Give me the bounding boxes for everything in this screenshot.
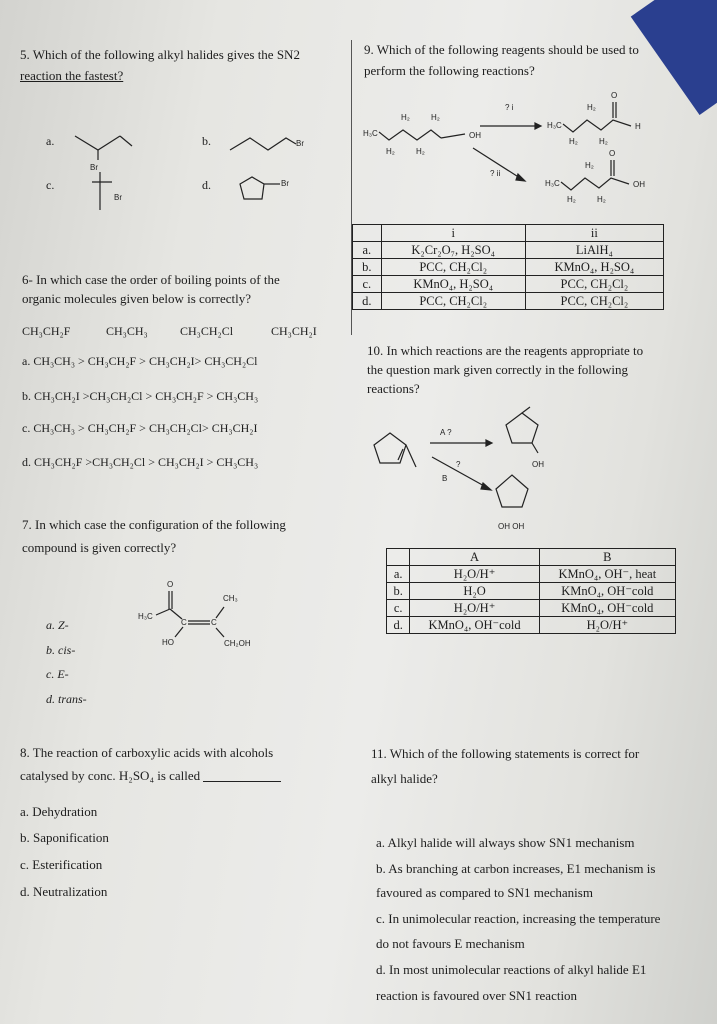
table-cell: d. xyxy=(387,617,410,634)
q7-option-c[interactable]: c. E- xyxy=(46,667,69,681)
table-cell: a. xyxy=(387,566,410,583)
q5-b-skeleton xyxy=(230,138,296,150)
q7-option-a[interactable]: a. Z- xyxy=(46,618,69,632)
q8-option-b[interactable]: b. Saponification xyxy=(20,830,109,845)
table-row[interactable] xyxy=(387,583,676,600)
table-row[interactable] xyxy=(387,600,676,617)
q7-bond xyxy=(175,627,183,637)
q11-text-line2: alkyl halide? xyxy=(371,771,438,786)
table-cell: LiAlH₄ xyxy=(525,242,663,259)
q5-br-label: Br xyxy=(281,179,289,188)
table-cell: a. xyxy=(353,242,382,259)
q9-chain xyxy=(561,178,629,190)
q9-answer-table xyxy=(352,224,664,310)
q7-ch2oh-label: CH₂OH xyxy=(224,639,251,648)
q10-b-label: B xyxy=(442,474,448,483)
table-cell: H₂O/H⁺ xyxy=(539,617,675,634)
q5-option-c[interactable]: c. xyxy=(46,178,55,192)
table-header-row xyxy=(387,549,676,566)
q7-text-line1: 7. In which case the configuration of the following xyxy=(22,517,286,532)
q9-oh-label: OH xyxy=(469,131,481,140)
q11-text-line1: 11. Which of the following statements is correct for xyxy=(371,746,640,761)
cyclopentane-ring xyxy=(506,413,538,443)
q10-a-label: A ? xyxy=(440,428,452,437)
arrowhead xyxy=(535,123,541,129)
q9-text-line2: perform the following reactions? xyxy=(364,63,535,78)
q6-compound: CH₃CH₂I xyxy=(271,324,317,338)
table-cell: B xyxy=(539,549,675,566)
q5-a-bond xyxy=(120,136,132,146)
q5-option-a[interactable]: a. xyxy=(46,134,55,148)
q9-bond xyxy=(441,134,465,138)
q7-bond xyxy=(216,607,224,618)
q9-h2-label: H₂ xyxy=(597,195,606,204)
table-cell: c. xyxy=(353,276,382,293)
table-cell: PCC, CH₂Cl₂ xyxy=(381,293,525,310)
q9-h2-label: H₂ xyxy=(416,147,425,156)
q11-option-d-line1[interactable]: d. In most unimolecular reactions of alkyl halide E1 xyxy=(376,962,647,977)
table-cell: K₂Cr₂O₇, H₂SO₄ xyxy=(381,242,525,259)
q9-h2-label: H₂ xyxy=(587,103,596,112)
table-cell: H₂O xyxy=(410,583,539,600)
table-cell: b. xyxy=(353,259,382,276)
q10-answer-table xyxy=(386,548,676,634)
q9-text-line1: 9. Which of the following reagents should be used to xyxy=(364,42,639,57)
q7-c-label: C xyxy=(181,618,187,627)
q9-h-label: H xyxy=(635,122,641,131)
table-row[interactable] xyxy=(353,276,664,293)
q10-bond xyxy=(522,407,530,413)
q7-ch3-label: CH₃ xyxy=(223,594,238,603)
q8-text-line1: 8. The reaction of carboxylic acids with alcohols xyxy=(20,745,274,760)
table-cell xyxy=(387,549,410,566)
q7-bond xyxy=(156,609,170,615)
q11-option-a[interactable]: a. Alkyl halide will always show SN1 mechanism xyxy=(376,835,635,850)
q5-text-line2: reaction the fastest? xyxy=(20,68,124,83)
q10-bond xyxy=(406,445,416,467)
q8-text-line2 xyxy=(20,768,281,783)
q10-bond xyxy=(532,443,538,453)
q5-br-label: Br xyxy=(90,163,98,172)
arrowhead xyxy=(516,174,525,181)
q10-text-line2: the question mark given correctly in the following xyxy=(367,362,629,377)
q6-compound: CH₃CH₂F xyxy=(22,324,71,338)
q9-h2-label: H₂ xyxy=(567,195,576,204)
q11-option-b-line2[interactable]: favoured as compared to SN1 mechanism xyxy=(376,885,593,900)
table-cell: PCC, CH₂Cl₂ xyxy=(525,276,663,293)
q9-h2-label: H₂ xyxy=(585,161,594,170)
q5-br-label: Br xyxy=(114,193,122,202)
q7-option-b[interactable]: b. cis- xyxy=(46,643,76,657)
table-row[interactable] xyxy=(353,293,664,310)
q8-answer-blank[interactable] xyxy=(203,769,281,782)
q5-a-skeleton xyxy=(75,136,120,150)
q7-o-label: O xyxy=(167,580,174,589)
table-cell: A xyxy=(410,549,539,566)
q9-o-label: O xyxy=(611,91,618,100)
table-cell: H₂O/H⁺ xyxy=(410,566,539,583)
q10-text-line3: reactions? xyxy=(367,381,420,396)
table-cell: KMnO₄, OH⁻cold xyxy=(410,617,539,634)
q9-h2-label: H₂ xyxy=(569,137,578,146)
table-cell: KMnO₄, OH⁻cold xyxy=(539,583,675,600)
q6-option-d[interactable]: d. CH₃CH₂F >CH₃CH₂Cl > CH₃CH₂I > CH₃CH₃ xyxy=(22,455,259,469)
q7-text-line2: compound is given correctly? xyxy=(22,540,177,555)
table-row[interactable] xyxy=(353,259,664,276)
q5-br-label: Br xyxy=(296,139,304,148)
arrowhead xyxy=(486,440,492,446)
table-row[interactable] xyxy=(353,242,664,259)
q5-structures xyxy=(0,0,360,230)
q6-option-b[interactable]: b. CH₃CH₂I >CH₃CH₂Cl > CH₃CH₂F > CH₃CH₃ xyxy=(22,389,259,403)
q10-ohoh-label: OH OH xyxy=(498,522,525,531)
q9-oh-label: OH xyxy=(633,180,645,189)
table-cell: PCC, CH₂Cl₂ xyxy=(381,259,525,276)
q6-option-a[interactable]: a. CH₃CH₃ > CH₃CH₂F > CH₃CH₂I> CH₃CH₂Cl xyxy=(22,354,258,368)
q5-option-d[interactable]: d. xyxy=(202,178,211,192)
table-cell: KMnO₄, OH⁻, heat xyxy=(539,566,675,583)
q6-compound: CH₃CH₃ xyxy=(106,324,148,338)
q5-text-line1: 5. Which of the following alkyl halides gives the SN2 xyxy=(20,47,300,62)
q9-h3c-label: H₃C xyxy=(363,129,378,138)
table-header-row xyxy=(353,225,664,242)
q11-option-d-line2[interactable]: reaction is favoured over SN1 reaction xyxy=(376,988,578,1003)
q9-h3c-label: H₃C xyxy=(545,179,560,188)
q7-bond xyxy=(216,628,224,637)
q7-c-label: C xyxy=(211,618,217,627)
q9-h2-label: H₂ xyxy=(431,113,440,122)
q7-ho-label: HO xyxy=(162,638,174,647)
q10-b-question: ? xyxy=(456,460,461,469)
q7-structure xyxy=(120,575,280,655)
q9-chain xyxy=(379,130,441,140)
table-cell: c. xyxy=(387,600,410,617)
table-cell: d. xyxy=(353,293,382,310)
table-cell xyxy=(353,225,382,242)
arrowhead xyxy=(481,483,491,490)
table-cell: b. xyxy=(387,583,410,600)
q5-option-b[interactable]: b. xyxy=(202,134,211,148)
q6-text-line1: 6- In which case the order of boiling points of the xyxy=(22,272,280,287)
q10-reaction-scheme xyxy=(360,405,590,535)
q9-o-label: O xyxy=(609,149,616,158)
q8-option-a[interactable]: a. Dehydration xyxy=(20,804,98,819)
cyclopentane-ring xyxy=(374,433,406,463)
q9-h2-label: H₂ xyxy=(401,113,410,122)
q6-compound: CH₃CH₂Cl xyxy=(180,324,234,338)
table-cell: H₂O/H⁺ xyxy=(410,600,539,617)
q7-option-d[interactable]: d. trans- xyxy=(46,692,87,706)
table-cell: i xyxy=(381,225,525,242)
table-cell: KMnO₄, OH⁻cold xyxy=(539,600,675,617)
q7-h3c-label: H₃C xyxy=(138,612,153,621)
q8-option-c[interactable]: c. Esterification xyxy=(20,857,103,872)
table-row[interactable] xyxy=(387,566,676,583)
table-cell: ii xyxy=(525,225,663,242)
table-cell: KMnO₄, H₂SO₄ xyxy=(525,259,663,276)
q9-h3c-label: H₃C xyxy=(547,121,562,130)
q9-h2-label: H₂ xyxy=(599,137,608,146)
q10-text-line1: 10. In which reactions are the reagents appropriate to xyxy=(367,343,644,358)
q11-option-c-line2[interactable]: do not favours E mechanism xyxy=(376,936,525,951)
q6-text-line2: organic molecules given below is correctly? xyxy=(22,291,251,306)
q10-oh-label: OH xyxy=(532,460,544,469)
q9-h2-label: H₂ xyxy=(386,147,395,156)
cyclopentane-ring xyxy=(496,475,528,507)
q5-d-ring xyxy=(240,177,264,199)
table-cell: KMnO₄, H₂SO₄ xyxy=(381,276,525,293)
q11-option-b-line1[interactable]: b. As branching at carbon increases, E1 mechanism is xyxy=(376,861,656,876)
q8-option-d[interactable]: d. Neutralization xyxy=(20,884,108,899)
q9-ii-label: ? ii xyxy=(490,169,501,178)
q9-chain xyxy=(563,120,631,132)
table-cell: PCC, CH₂Cl₂ xyxy=(525,293,663,310)
q9-reaction-scheme xyxy=(355,90,700,210)
q6-option-c[interactable]: c. CH₃CH₃ > CH₃CH₂F > CH₃CH₂Cl> CH₃CH₂I xyxy=(22,421,258,435)
q8-text-line2-text: catalysed by conc. H₂SO₄ is called xyxy=(20,768,201,783)
q9-i-label: ? i xyxy=(505,103,514,112)
table-row[interactable] xyxy=(387,617,676,634)
q11-option-c-line1[interactable]: c. In unimolecular reaction, increasing the temperature xyxy=(376,911,661,926)
